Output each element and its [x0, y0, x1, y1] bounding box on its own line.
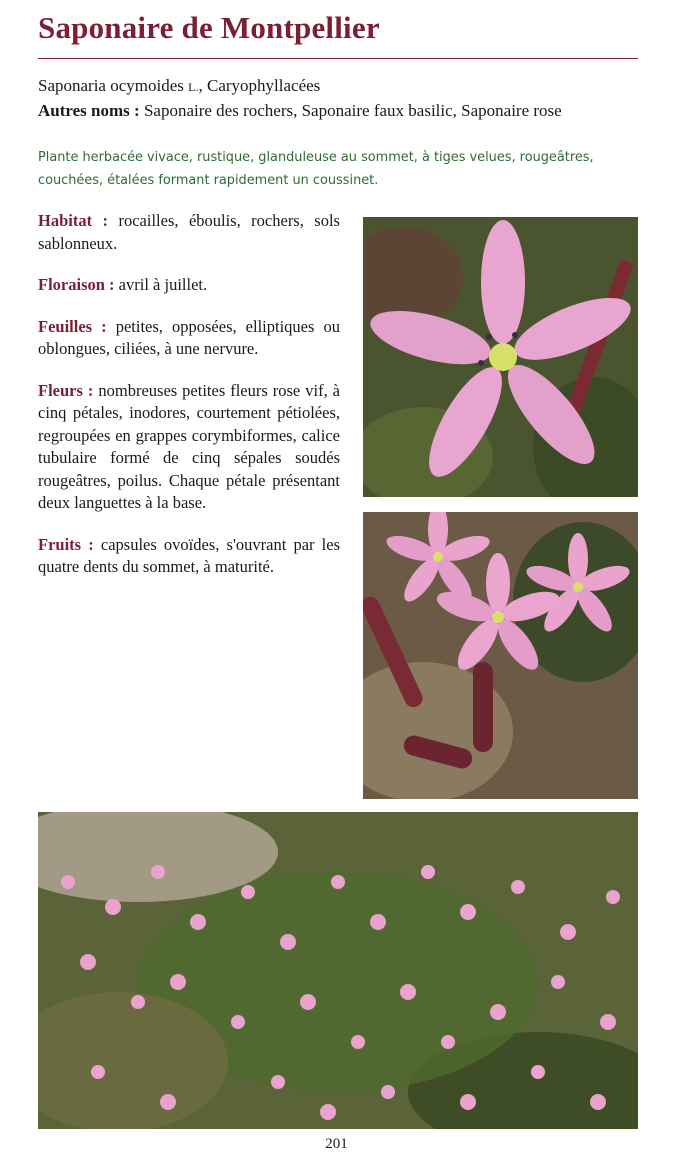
scientific-name-line [38, 76, 320, 96]
description-column [38, 210, 340, 598]
title-rule [38, 58, 638, 59]
section-text: capsules ovoïdes, s'ouvrant par les quatre dents du sommet, à maturité. [38, 534, 341, 576]
intro-description: Plante herbacée vivace, rustique, glanduleuse au sommet, à tiges velues, rougeâtres, couchées, étalées formant rapidement un coussinet. [38, 150, 594, 188]
section-term: Fruits : [38, 534, 94, 554]
section-term: Fleurs : [38, 380, 94, 400]
section-floraison [38, 274, 340, 297]
flower-carpet-photo [38, 812, 638, 1129]
other-names: Saponaire des rochers, Saponaire faux basilic, Saponaire rose [139, 101, 562, 120]
section-term: Feuilles : [38, 316, 107, 336]
section-text: rocailles, éboulis, rochers, sols sablonneux. [38, 211, 340, 253]
author-abbrev: L. [188, 80, 199, 94]
flower-cluster-photo [363, 512, 638, 799]
family-name: , Caryophyllacées [198, 76, 321, 95]
section-fleurs [38, 380, 340, 515]
other-names-label: Autres noms : [38, 101, 140, 120]
scientific-name: Saponaria ocymoides [38, 76, 184, 95]
section-feuilles [38, 316, 340, 361]
section-fruits [38, 534, 340, 579]
section-text: nombreuses petites fleurs rose vif, à cinq pétales, inodores, courtement pétiolées, regroupées en grappes corymbiformes, calice tubulaire formé de cinq sépales soudés rougeâtres, poilus. Chaque pétale présentant deux languettes à la base. [38, 380, 340, 512]
section-term: Habitat : [38, 211, 109, 230]
section-text: avril à juillet. [114, 275, 208, 294]
other-names-line [38, 101, 562, 121]
flower-closeup-photo [363, 217, 638, 497]
page-number: 201 [325, 1136, 348, 1152]
section-text: petites, opposées, elliptiques ou oblongues, ciliées, à une nervure. [38, 316, 340, 358]
section-term: Floraison : [38, 275, 115, 294]
page-title: Saponaire de Montpellier [38, 10, 380, 45]
section-habitat [38, 210, 340, 255]
